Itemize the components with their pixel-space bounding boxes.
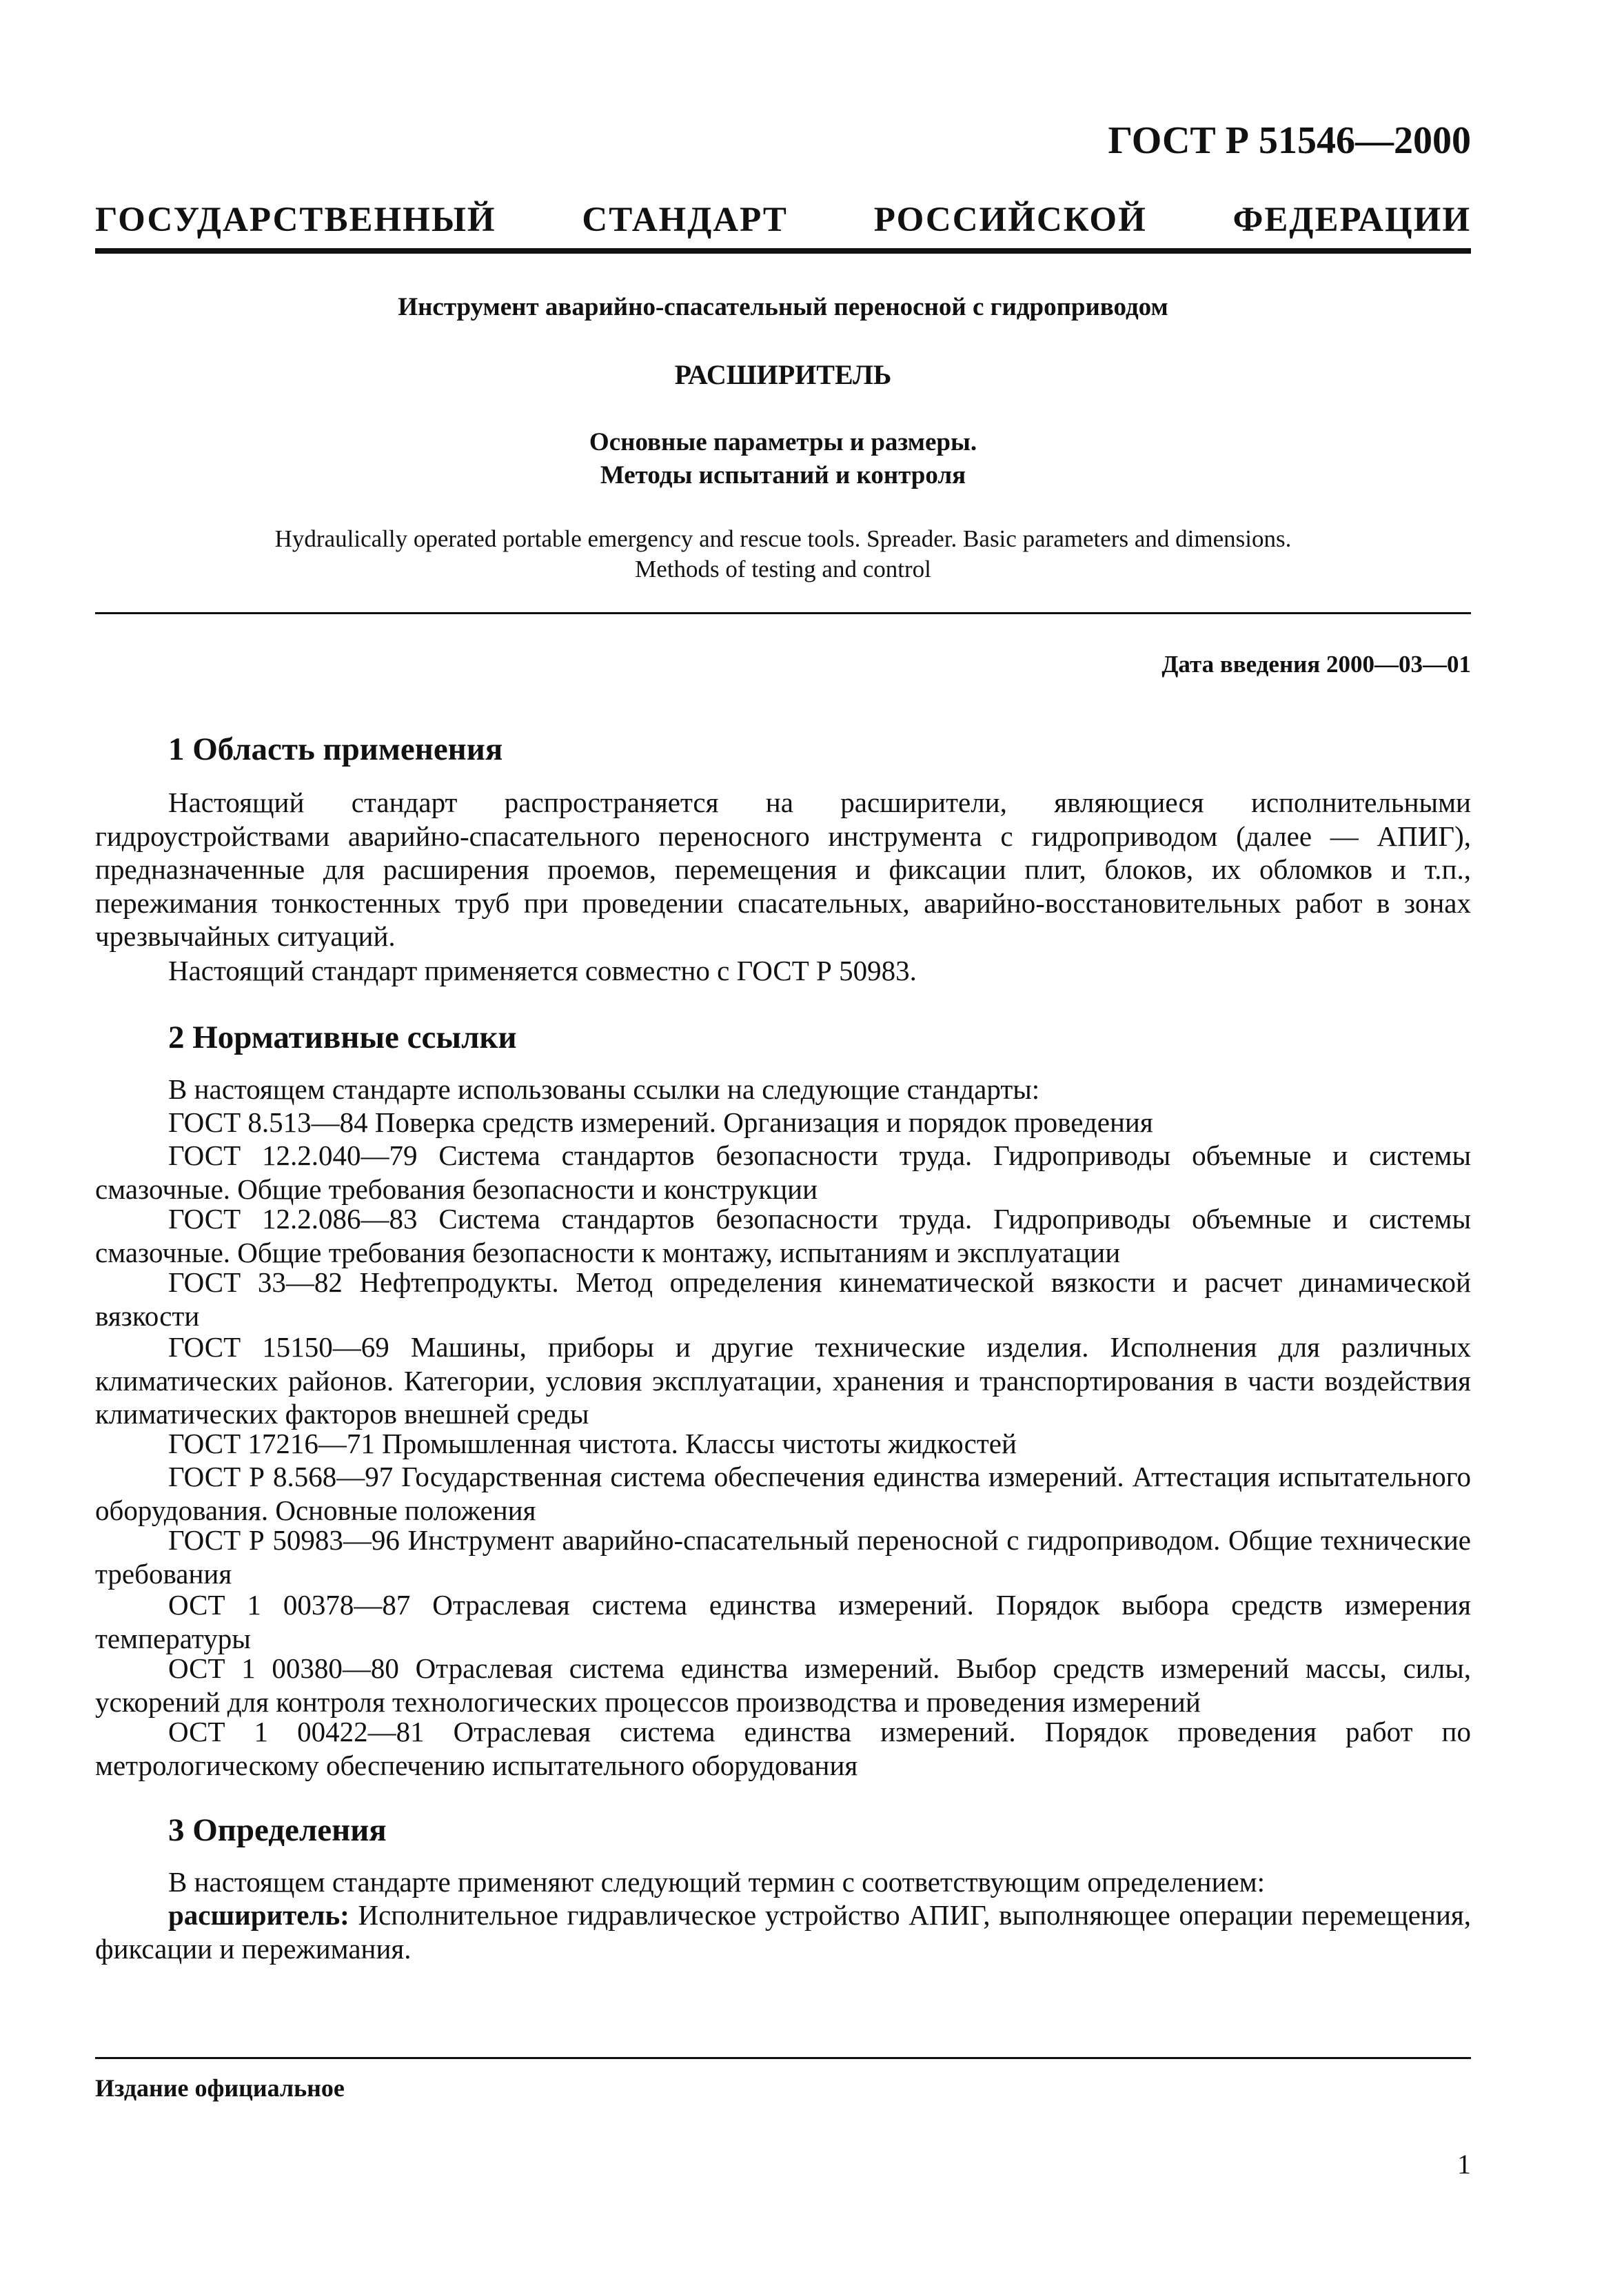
english-title-line-2: Methods of testing and control — [635, 556, 931, 582]
english-title-line-1: Hydraulically operated portable emergency and rescue tools. Spreader. Basic parameters and dimensions. — [274, 525, 1292, 552]
reference-item: ГОСТ 8.513—84 Поверка средств измерений. Организация и порядок проведения — [168, 1106, 1153, 1138]
subtitle-line-2: Методы испытаний и контроля — [600, 461, 966, 489]
title-rule — [95, 612, 1471, 614]
english-title — [95, 524, 1471, 585]
section-2-intro: В настоящем стандарте использованы ссылки на следующие стандарты: — [168, 1073, 1040, 1105]
footer-rule — [95, 2057, 1471, 2059]
organization-title: ГОСУДАРСТВЕННЫЙ СТАНДАРТ РОССИЙСКОЙ ФЕДЕРАЦИИ — [95, 201, 1471, 239]
document-title: Инструмент аварийно-спасательный переносной с гидроприводом — [398, 293, 1168, 321]
section-1-paragraph-2: Настоящий стандарт применяется совместно с ГОСТ Р 50983. — [168, 955, 917, 986]
section-1-heading: 1 Область применения — [168, 731, 503, 767]
product-name: РАСШИРИТЕЛЬ — [674, 359, 892, 390]
section-3-heading: 3 Определения — [168, 1812, 387, 1848]
reference-item: ГОСТ 12.2.040—79 Система стандартов безопасности труда. Гидроприводы объемные и системы смазочные. Общие требования безопасности и конструкции — [95, 1139, 1471, 1205]
reference-item: ГОСТ Р 50983—96 Инструмент аварийно-спасательный переносной с гидроприводом. Общие технические требования — [95, 1524, 1471, 1590]
reference-item: ГОСТ 12.2.086—83 Система стандартов безопасности труда. Гидроприводы объемные и системы смазочные. Общие требования безопасности к монтажу, испытаниям и эксплуатации — [95, 1203, 1471, 1268]
subtitle-line-1: Основные параметры и размеры. — [589, 428, 977, 456]
reference-item: ГОСТ Р 8.568—97 Государственная система обеспечения единства измерений. Аттестация испытательного оборудования. Основные положения — [95, 1461, 1471, 1526]
definition-paragraph — [95, 1898, 1471, 1965]
page-number: 1 — [1457, 2149, 1471, 2180]
standard-code: ГОСТ Р 51546—2000 — [1108, 119, 1471, 162]
reference-item: ГОСТ 33—82 Нефтепродукты. Метод определения кинематической вязкости и расчет динамической вязкости — [95, 1266, 1471, 1332]
section-2-heading: 2 Нормативные ссылки — [168, 1020, 517, 1055]
document-subtitle — [95, 426, 1471, 492]
reference-item: ГОСТ 15150—69 Машины, приборы и другие технические изделия. Исполнения для различных климатических районов. Категории, условия эксплуатации, хранения и транспортирования в части воздействия климатических факторов внешней среды — [95, 1331, 1471, 1430]
introduction-date: Дата введения 2000—03—01 — [1161, 651, 1471, 678]
term-definition: Исполнительное гидравлическое устройство АПИГ, выполняющее операции перемещения, фиксации и пережимания. — [95, 1899, 1471, 1965]
reference-item: ОСТ 1 00380—80 Отраслевая система единства измерений. Выбор средств измерений массы, силы, ускорений для контроля технологических процессов производства и проведения измерений — [95, 1652, 1471, 1718]
edition-label: Издание официальное — [95, 2074, 345, 2102]
section-1-paragraph-1: Настоящий стандарт распространяется на расширители, являющиеся исполнительными гидроустройствами аварийно-спасательного переносного инструмента с гидроприводом (далее — АПИГ), предназначенные для расширения проемов, перемещения и фиксации плит, блоков, их обломков и т.п., пережимания тонкостенных труб при проведении спасательных, аварийно-восстановительных работ в зонах чрезвычайных ситуаций. — [95, 787, 1471, 953]
section-3-intro: В настоящем стандарте применяют следующий термин с соответствующим определением: — [168, 1866, 1266, 1898]
defined-term: расширитель: — [168, 1899, 349, 1931]
header-rule — [95, 248, 1471, 254]
reference-item: ОСТ 1 00422—81 Отраслевая система единства измерений. Порядок проведения работ по метрологическому обеспечению испытательного оборудования — [95, 1716, 1471, 1781]
reference-item: ОСТ 1 00378—87 Отраслевая система единства измерений. Порядок выбора средств измерения температуры — [95, 1589, 1471, 1654]
reference-item: ГОСТ 17216—71 Промышленная чистота. Классы чистоты жидкостей — [168, 1428, 1017, 1459]
